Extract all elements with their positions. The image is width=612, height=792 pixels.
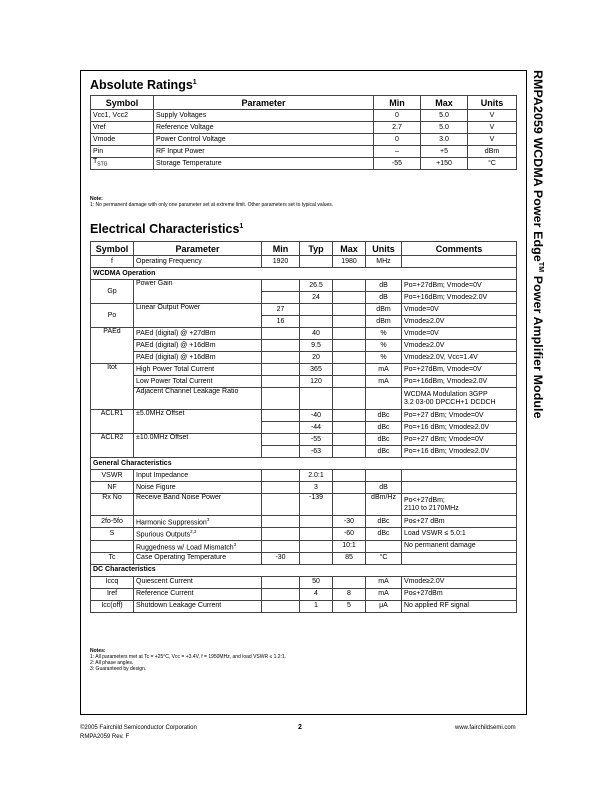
table-row: $T_{STG}$ Storage Temperature -55 +150 °C (91, 158, 517, 170)
table-row: Tc Case Operating Temperature -30 85 °C (91, 552, 517, 564)
table-row: -63 dBc Po=+16 dBm; Vmode≥2.0V (91, 446, 517, 458)
table-row: Pin RF Input Power – +5 dBm (91, 146, 517, 158)
abs-ratings-table (90, 95, 517, 170)
table-row: Vmode Power Control Voltage 0 3.0 V (91, 134, 517, 146)
table-row: 16 dBm Vmode≥2.0V (91, 316, 517, 328)
table-row: ACLR2 ±10.0MHz Offset -55 dBc Po=+27 dBm; Vmode=0V (91, 434, 517, 446)
table-row: NF Noise Figure 3 dB (91, 482, 517, 494)
abs-note: Note: 1: No permanent damage with only one parameter set at extreme limit. Other parameters set to typical values. (90, 196, 334, 208)
table-row: Iref Reference Current 4 8 mA Po≤+27dBm (91, 588, 517, 600)
footer-url[interactable]: www.fairchildsemi.com (455, 725, 516, 731)
table-row: S Spurious Outputs$^{2,3}$ -60 dBc Load VSWR ≤ 5.0:1 (91, 528, 517, 540)
table-row: Low Power Total Current 120 mA Po=+16dBm, Vmode≥2.0V (91, 376, 517, 388)
table-row: Ruggedness w/ Load Mismatch$^3$ 10:1 No permanent damage (91, 540, 517, 552)
table-row: PAEd (digital) @ +16dBm 20 % Vmode≥2.0V, Vcc=1.4V (91, 352, 517, 364)
table-row: 24 dB Po=+16dBm; Vmode≥2.0V (91, 292, 517, 304)
table-row: PAEd PAEd (digital) @ +27dBm 40 % Vmode=0V (91, 328, 517, 340)
table-row: Icc(off) Shutdown Leakage Current 1 5 μA No applied RF signal (91, 600, 517, 612)
table-row: Iccq Quiescent Current 50 mA Vmode≥2.0V (91, 576, 517, 588)
table-row: Itot High Power Total Current 365 mA Po=+27dBm, Vmode=0V (91, 364, 517, 376)
table-row: Vref Reference Voltage 2.7 5.0 V (91, 122, 517, 134)
table-row: ACLR1 ±5.0MHz Offset -40 dBc Po=+27 dBm; Vmode=0V (91, 410, 517, 422)
table-row: Adjacent Channel Leakage Ratio WCDMA Modulation 3GPP 3.2 03-00 DPCCH+1 DCDCH (91, 388, 517, 410)
elec-notes: Notes: 1: All parameters met at Tc = +25°C, Vcc = +3.4V, f = 1950MHz, and load VSWR ≤ 1.2:1. 2: All phase angles. 3: Guaranteed by design. (90, 648, 287, 672)
section-row: WCDMA Operation (91, 268, 517, 280)
elec-char-title: Electrical Characteristics$^1$ (90, 222, 244, 236)
footer-copyright: ©2005 Fairchild Semiconductor Corporation (80, 725, 197, 731)
footer-revision: RMPA2059 Rev. F (80, 734, 130, 740)
section-row: General Characteristics (91, 458, 517, 470)
table-header: Symbol Parameter Min Typ Max Units Comments (91, 242, 517, 256)
table-row: VSWR Input Impedance 2.0:1 (91, 470, 517, 482)
table-row: PAEd (digital) @ +16dBm 9.5 % Vmode≥2.0V (91, 340, 517, 352)
footer-page-number: 2 (298, 724, 302, 731)
side-title: RMPA2059 WCDMA Power Edge™ Power Amplifier Module (531, 70, 545, 419)
table-row: Po Linear Output Power 27 dBm Vmode=0V (91, 304, 517, 316)
table-row: Gp Power Gain 26.5 dB Po=+27dBm; Vmode=0V (91, 280, 517, 292)
abs-ratings-title: Absolute Ratings$^1$ (90, 78, 197, 92)
table-row: 2fo-5fo Harmonic Suppression$^3$ -30 dBc Po≤+27 dBm (91, 516, 517, 528)
table-row: Vcc1, Vcc2 Supply Voltages 0 5.0 V (91, 110, 517, 122)
section-row: DC Characteristics (91, 564, 517, 576)
table-row: f Operating Frequency 1920 1980 MHz (91, 256, 517, 268)
table-row: Rx No Receive Band Noise Power -139 dBm/Hz Po<+27dBm; 2110 to 2170MHz (91, 494, 517, 516)
table-header: Symbol Parameter Min Max Units (91, 96, 517, 110)
table-row: -44 dBc Po=+16 dBm; Vmode≥2.0V (91, 422, 517, 434)
elec-char-table (90, 241, 517, 613)
